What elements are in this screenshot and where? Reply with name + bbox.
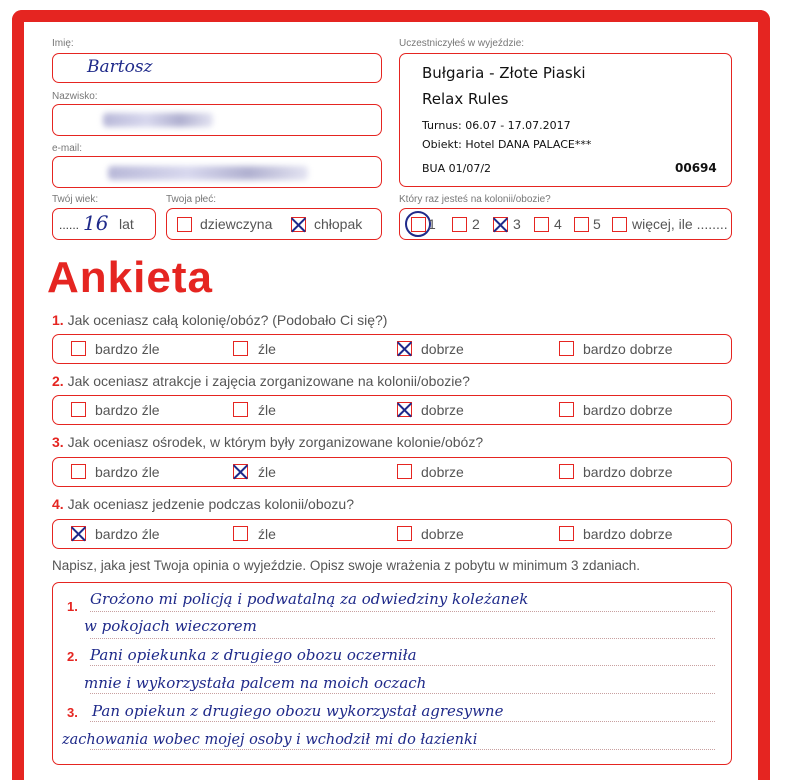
- trip-obiekt: Obiekt: Hotel DANA PALACE***: [422, 138, 592, 151]
- q4-label-zle: źle: [258, 526, 276, 542]
- label-plec: Twoja płeć:: [166, 194, 217, 205]
- q4-checkbox-bardzo-zle[interactable]: [71, 526, 86, 541]
- wiek-dots: ......: [59, 218, 80, 232]
- q2-checkbox-zle[interactable]: [233, 402, 248, 417]
- q1-checkbox-zle[interactable]: [233, 341, 248, 356]
- q3-checkbox-dobrze[interactable]: [397, 464, 412, 479]
- opinion-number-3: 3.: [67, 705, 78, 720]
- field-nazwisko[interactable]: [52, 104, 382, 136]
- opinion-text-line-5: Pan opiekun z drugiego obozu wykorzystał agresywne: [92, 702, 504, 720]
- label-raz-2: 2: [472, 216, 480, 232]
- redacted-nazwisko: [103, 113, 213, 127]
- answer-row-1: [52, 334, 732, 364]
- q3-label-zle: źle: [258, 464, 276, 480]
- q3-label-bardzo-dobrze: bardzo dobrze: [583, 464, 673, 480]
- label-raz-1: 1: [428, 216, 436, 232]
- q2-label-bardzo-zle: bardzo źle: [95, 402, 160, 418]
- q1-checkbox-bardzo-zle[interactable]: [71, 341, 86, 356]
- opinion-text-line-1: Grożono mi policją i podwatalną za odwiedziny koleżanek: [90, 590, 529, 608]
- q2-checkbox-bardzo-zle[interactable]: [71, 402, 86, 417]
- question-1-number: 1.: [52, 312, 64, 328]
- question-2-text: Jak oceniasz atrakcje i zajęcia zorganizowane na kolonii/obozie?: [67, 373, 470, 389]
- label-raz-3: 3: [513, 216, 521, 232]
- field-plec: [166, 208, 382, 240]
- q1-checkbox-bardzo-dobrze[interactable]: [559, 341, 574, 356]
- question-3: [52, 434, 483, 450]
- question-1: [52, 312, 387, 328]
- field-ktory-raz: [399, 208, 732, 240]
- opinion-line: [90, 665, 715, 666]
- opinion-line: [90, 611, 715, 612]
- q4-checkbox-bardzo-dobrze[interactable]: [559, 526, 574, 541]
- checkbox-raz-wiecej[interactable]: [612, 217, 627, 232]
- wiek-unit: lat: [119, 216, 134, 232]
- opinion-text-line-4: mnie i wykorzystała palcem na moich oczach: [84, 674, 427, 692]
- field-imie[interactable]: [52, 53, 382, 83]
- q2-label-zle: źle: [258, 402, 276, 418]
- question-4-text: Jak oceniasz jedzenie podczas kolonii/obozu?: [67, 496, 354, 512]
- q2-label-bardzo-dobrze: bardzo dobrze: [583, 402, 673, 418]
- q4-checkbox-zle[interactable]: [233, 526, 248, 541]
- opinion-text-line-6: zachowania wobec mojej osoby i wchodził mi do łazienki: [62, 732, 478, 748]
- label-nazwisko: Nazwisko:: [52, 91, 98, 102]
- q1-checkbox-dobrze[interactable]: [397, 341, 412, 356]
- q2-checkbox-bardzo-dobrze[interactable]: [559, 402, 574, 417]
- label-raz-wiecej: więcej, ile ........: [632, 216, 728, 232]
- opinion-line: [90, 749, 715, 750]
- question-4-number: 4.: [52, 496, 64, 512]
- q4-label-bardzo-dobrze: bardzo dobrze: [583, 526, 673, 542]
- q3-checkbox-bardzo-zle[interactable]: [71, 464, 86, 479]
- opinion-text-line-2: w pokojach wieczorem: [84, 617, 257, 635]
- q2-checkbox-dobrze[interactable]: [397, 402, 412, 417]
- q1-label-dobrze: dobrze: [421, 341, 464, 357]
- redacted-email: [108, 166, 308, 180]
- label-uczestnik: Uczestniczyłeś w wyjeździe:: [399, 38, 525, 49]
- q4-checkbox-dobrze[interactable]: [397, 526, 412, 541]
- trip-turnus: Turnus: 06.07 - 17.07.2017: [422, 119, 571, 132]
- checkbox-raz-3[interactable]: [493, 217, 508, 232]
- question-1-text: Jak oceniasz całą kolonię/obóz? (Podobało Ci się?): [67, 312, 388, 328]
- field-email[interactable]: [52, 156, 382, 188]
- question-2-number: 2.: [52, 373, 64, 389]
- answer-row-3: [52, 457, 732, 487]
- q1-label-bardzo-dobrze: bardzo dobrze: [583, 341, 673, 357]
- opinion-prompt: Napisz, jaka jest Twoja opinia o wyjeździe. Opisz swoje wrażenia z pobytu w minimum 3 zdaniach.: [52, 558, 641, 573]
- opinion-line: [90, 693, 715, 694]
- page-title: Ankieta: [47, 253, 213, 302]
- checkbox-raz-4[interactable]: [534, 217, 549, 232]
- answer-row-4: [52, 519, 732, 549]
- value-imie: Bartosz: [87, 57, 153, 77]
- q3-label-bardzo-zle: bardzo źle: [95, 464, 160, 480]
- label-imie: Imię:: [52, 38, 74, 49]
- opinion-number-2: 2.: [67, 649, 78, 664]
- trip-destination: Bułgaria - Złote Piaski: [422, 64, 586, 82]
- label-raz-5: 5: [593, 216, 601, 232]
- checkbox-dziewczyna[interactable]: [177, 217, 192, 232]
- trip-box: [399, 53, 732, 187]
- q3-checkbox-zle[interactable]: [233, 464, 248, 479]
- label-ktory-raz: Który raz jesteś na kolonii/obozie?: [399, 194, 551, 205]
- opinion-number-1: 1.: [67, 599, 78, 614]
- label-dziewczyna: dziewczyna: [200, 216, 273, 232]
- opinion-line: [90, 721, 715, 722]
- q4-label-dobrze: dobrze: [421, 526, 464, 542]
- q1-label-zle: źle: [258, 341, 276, 357]
- opinion-line: [90, 638, 715, 639]
- value-wiek: 16: [83, 211, 109, 235]
- label-email: e-mail:: [52, 143, 83, 154]
- question-3-number: 3.: [52, 434, 64, 450]
- question-2: [52, 373, 470, 389]
- q3-label-dobrze: dobrze: [421, 464, 464, 480]
- q1-label-bardzo-zle: bardzo źle: [95, 341, 160, 357]
- question-3-text: Jak oceniasz ośrodek, w którym były zorganizowane kolonie/obóz?: [67, 434, 484, 450]
- label-chlopak: chłopak: [314, 216, 363, 232]
- label-wiek: Twój wiek:: [52, 194, 99, 205]
- question-4: [52, 496, 354, 512]
- trip-program: Relax Rules: [422, 90, 509, 108]
- label-raz-4: 4: [554, 216, 562, 232]
- opinion-text-line-3: Pani opiekunka z drugiego obozu oczerniła: [90, 646, 417, 664]
- q3-checkbox-bardzo-dobrze[interactable]: [559, 464, 574, 479]
- trip-code: BUA 01/07/2: [422, 162, 492, 175]
- checkbox-chlopak[interactable]: [291, 217, 306, 232]
- q2-label-dobrze: dobrze: [421, 402, 464, 418]
- field-wiek[interactable]: [52, 208, 156, 240]
- answer-row-2: [52, 395, 732, 425]
- trip-number: 00694: [675, 161, 717, 175]
- q4-label-bardzo-zle: bardzo źle: [95, 526, 160, 542]
- checkbox-raz-5[interactable]: [574, 217, 589, 232]
- checkbox-raz-2[interactable]: [452, 217, 467, 232]
